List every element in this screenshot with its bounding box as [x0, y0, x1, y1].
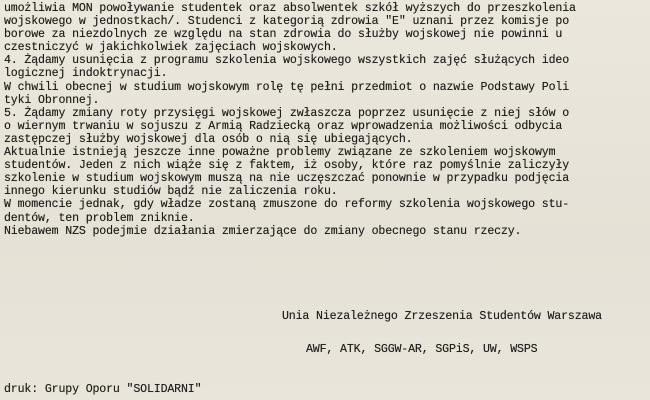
text-line: Niebawem NZS podejmie działania zmierzające do zmiany obecnego stanu rzeczy.: [4, 224, 522, 238]
text-line: 5. Żądamy zmiany roty przysięgi wojskowej zwłaszcza poprzez usunięcie z niej słów o: [4, 106, 570, 120]
organization-signature: Unia Niezależnego Zrzeszenia Studentów Warszawa: [282, 310, 602, 323]
text-line: czestniczyć w jakichkolwiek zajęciach wojskowych.: [4, 41, 338, 55]
text-line: studentów. Jeden z nich wiąże się z faktem, iż osoby, które raz pomyślnie zaliczyły: [4, 159, 570, 173]
printer-credit: druk: Grupy Oporu "SOLIDARNI": [4, 383, 202, 396]
text-line: dentów, ten problem zniknie.: [4, 211, 195, 225]
text-line: zastępczej służby wojskowej dla osób o nią się ubiegających.: [4, 132, 413, 146]
text-line: wojskowego w jednostkach/. Studenci z kategorią zdrowia "E" uznani przez komisje po: [4, 15, 570, 29]
text-line: Aktualnie istnieją jeszcze inne poważne problemy związane ze szkoleniem wojskowym: [4, 146, 556, 160]
text-line: szkolenie w studium wojskowym muszą na nie uczęszczać ponownie w przypadku podjęcia: [4, 172, 570, 186]
text-line: W momencie jednak, gdy władze zostaną zmuszone do reformy szkolenia wojskowego stu-: [4, 198, 570, 212]
text-line: W chwili obecnej w studium wojskowym rolę tę pełni przedmiot o nazwie Podstawy Poli: [4, 80, 570, 94]
text-line: o wiernym trwaniu w sojuszu z Armią Radziecką oraz wprowadzenia możliwości odbycia: [4, 119, 563, 133]
text-line: logicznej indoktrynacji.: [4, 67, 168, 81]
text-line: innego kierunku studiów bądź nie zaliczenia roku.: [4, 185, 338, 199]
text-line: borowe za niezdolnych ze względu na stan zdrowia do służby wojskowej nie powinni u: [4, 28, 563, 42]
text-line: 4. Żądamy usunięcia z programu szkolenia wojskowego wszystkich zajęć służących ideo: [4, 54, 570, 68]
member-schools: AWF, ATK, SGGW-AR, SGPiS, UW, WSPS: [306, 343, 538, 356]
text-line: tyki Obronnej.: [4, 93, 100, 107]
text-line: umożliwia MON powoływanie studentek oraz absolwentek szkół wyższych do przeszkolenia: [4, 2, 576, 15]
